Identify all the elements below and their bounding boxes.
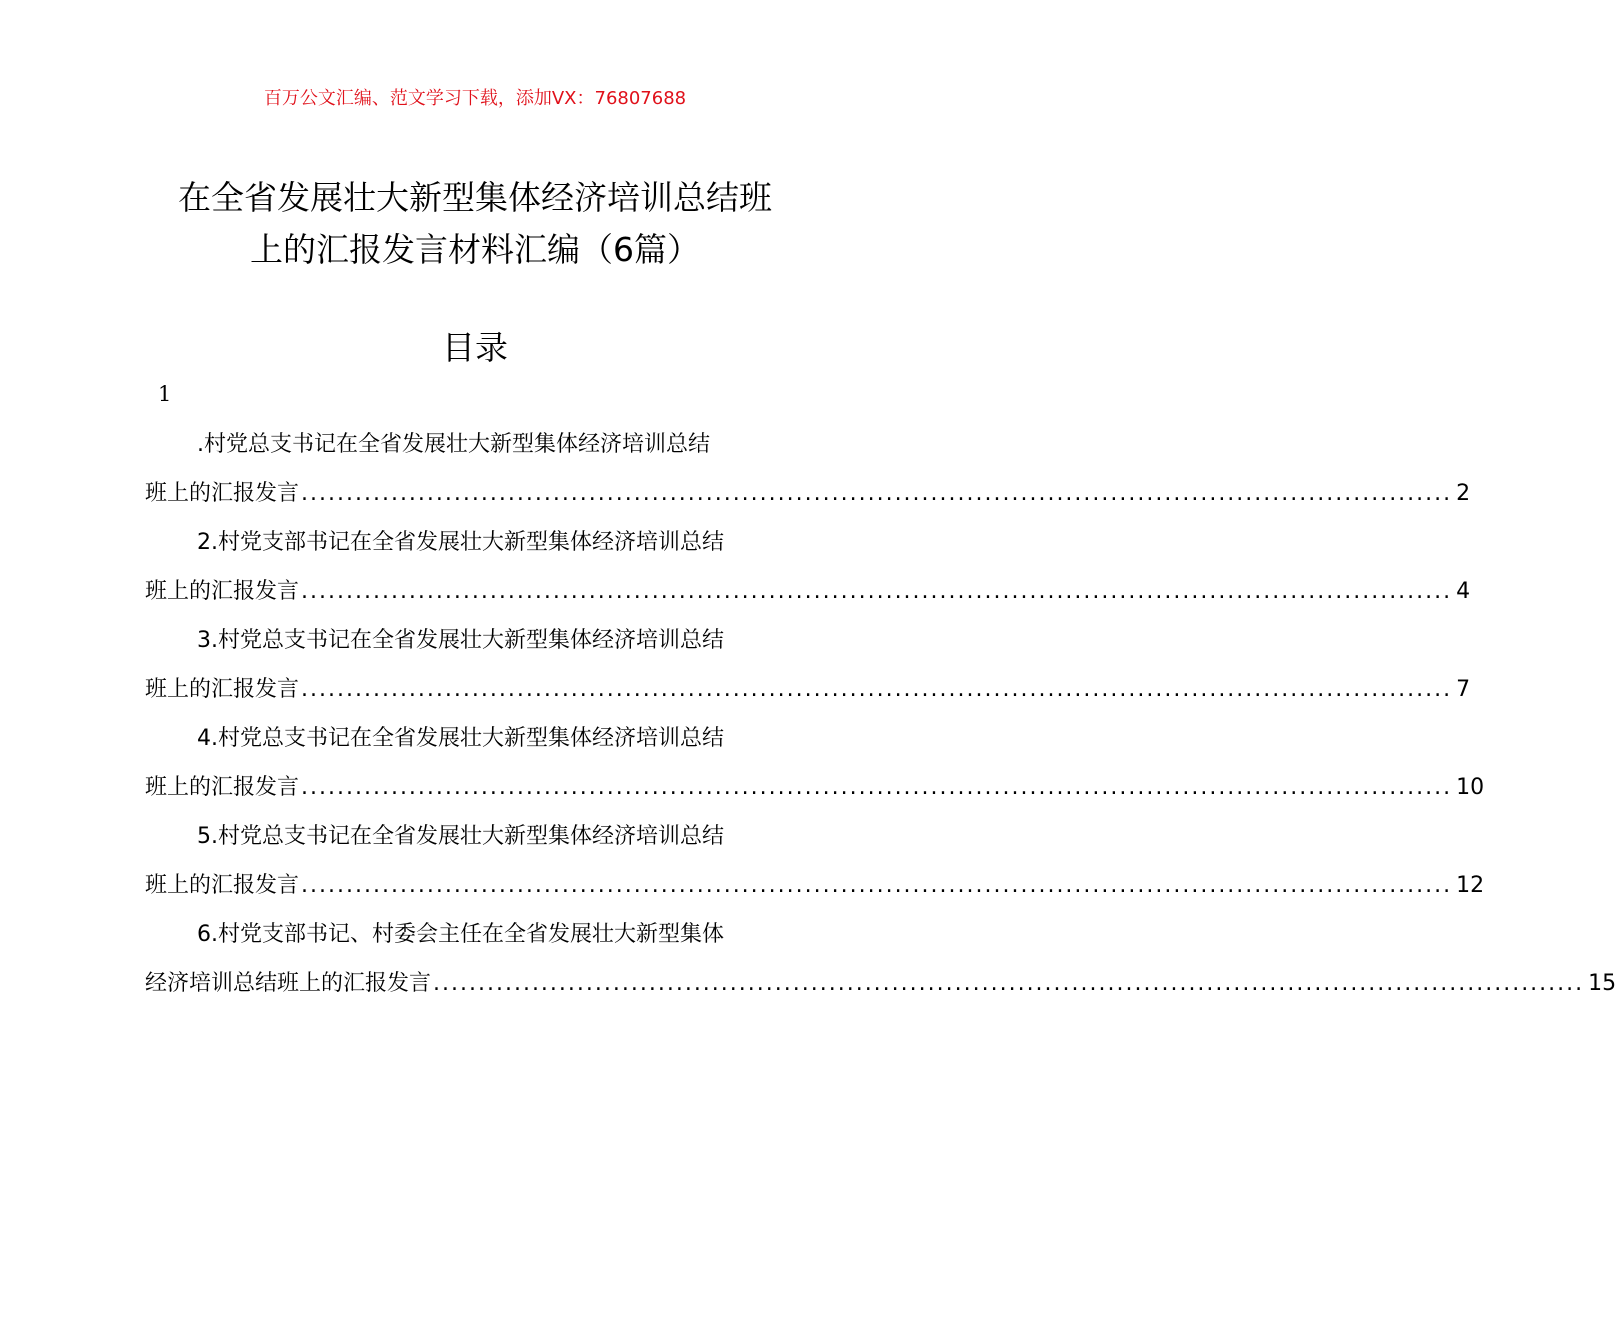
- toc-entry-title-continued: 班上的汇报发言: [145, 775, 300, 800]
- toc-entry-title-continued: 经济培训总结班上的汇报发言: [145, 971, 432, 996]
- toc-entry-title-continued: 班上的汇报发言: [145, 481, 300, 506]
- toc-page-number: 4: [1456, 579, 1471, 604]
- document-title-line2: 上的汇报发言材料汇编（6篇）: [250, 230, 700, 269]
- toc-entry-title-continued: 班上的汇报发言: [145, 873, 300, 898]
- toc-page-number: 7: [1456, 677, 1471, 702]
- toc-entry-3[interactable]: [145, 616, 1471, 714]
- toc-entry-title: 2.村党支部书记在全省发展壮大新型集体经济培训总结: [197, 530, 724, 555]
- toc-entry-continuation-row: [145, 567, 1471, 616]
- toc-dot-leader: ................................................................................................................................: [301, 579, 1453, 604]
- toc-entry-title-continued: 班上的汇报发言: [145, 579, 300, 604]
- toc-dot-leader: ................................................................................................................................: [301, 775, 1453, 800]
- document-title: [100, 172, 850, 276]
- toc-dot-leader: ................................................................................................................................: [301, 481, 1453, 506]
- toc-entry-continuation-row: [145, 665, 1471, 714]
- toc-entry-title: 6.村党支部书记、村委会主任在全省发展壮大新型集体: [197, 922, 724, 947]
- toc-page-number: 2: [1456, 481, 1471, 506]
- table-of-contents: [145, 420, 1616, 1008]
- toc-entry-5[interactable]: [145, 812, 1485, 910]
- toc-entry-continuation-row: [145, 469, 1471, 518]
- toc-page-number: 15: [1588, 971, 1616, 996]
- toc-dot-leader: ................................................................................................................................: [301, 873, 1453, 898]
- document-title-line1: 在全省发展壮大新型集体经济培训总结班: [178, 178, 772, 217]
- toc-entry-title-continued: 班上的汇报发言: [145, 677, 300, 702]
- toc-entry-2[interactable]: [145, 518, 1471, 616]
- toc-page-number: 12: [1456, 873, 1485, 898]
- toc-entry-6[interactable]: [145, 910, 1616, 1008]
- toc-dot-leader: ................................................................................................................................: [433, 971, 1585, 996]
- toc-entry-continuation-row: [145, 959, 1616, 1008]
- toc-entry-1[interactable]: [145, 420, 1471, 518]
- toc-entry-title: .村党总支书记在全省发展壮大新型集体经济培训总结: [197, 432, 710, 457]
- toc-stray-number: 1: [158, 382, 172, 406]
- toc-page-number: 10: [1456, 775, 1485, 800]
- toc-entry-continuation-row: [145, 763, 1485, 812]
- header-watermark-note: 百万公文汇编、范文学习下载，添加VX：76807688: [263, 88, 687, 109]
- toc-heading: 目录: [442, 328, 508, 367]
- toc-entry-title: 4.村党总支书记在全省发展壮大新型集体经济培训总结: [197, 726, 724, 751]
- toc-entry-title: 5.村党总支书记在全省发展壮大新型集体经济培训总结: [197, 824, 724, 849]
- toc-entry-continuation-row: [145, 861, 1485, 910]
- toc-entry-title: 3.村党总支书记在全省发展壮大新型集体经济培训总结: [197, 628, 724, 653]
- toc-entry-4[interactable]: [145, 714, 1485, 812]
- toc-dot-leader: ................................................................................................................................: [301, 677, 1453, 702]
